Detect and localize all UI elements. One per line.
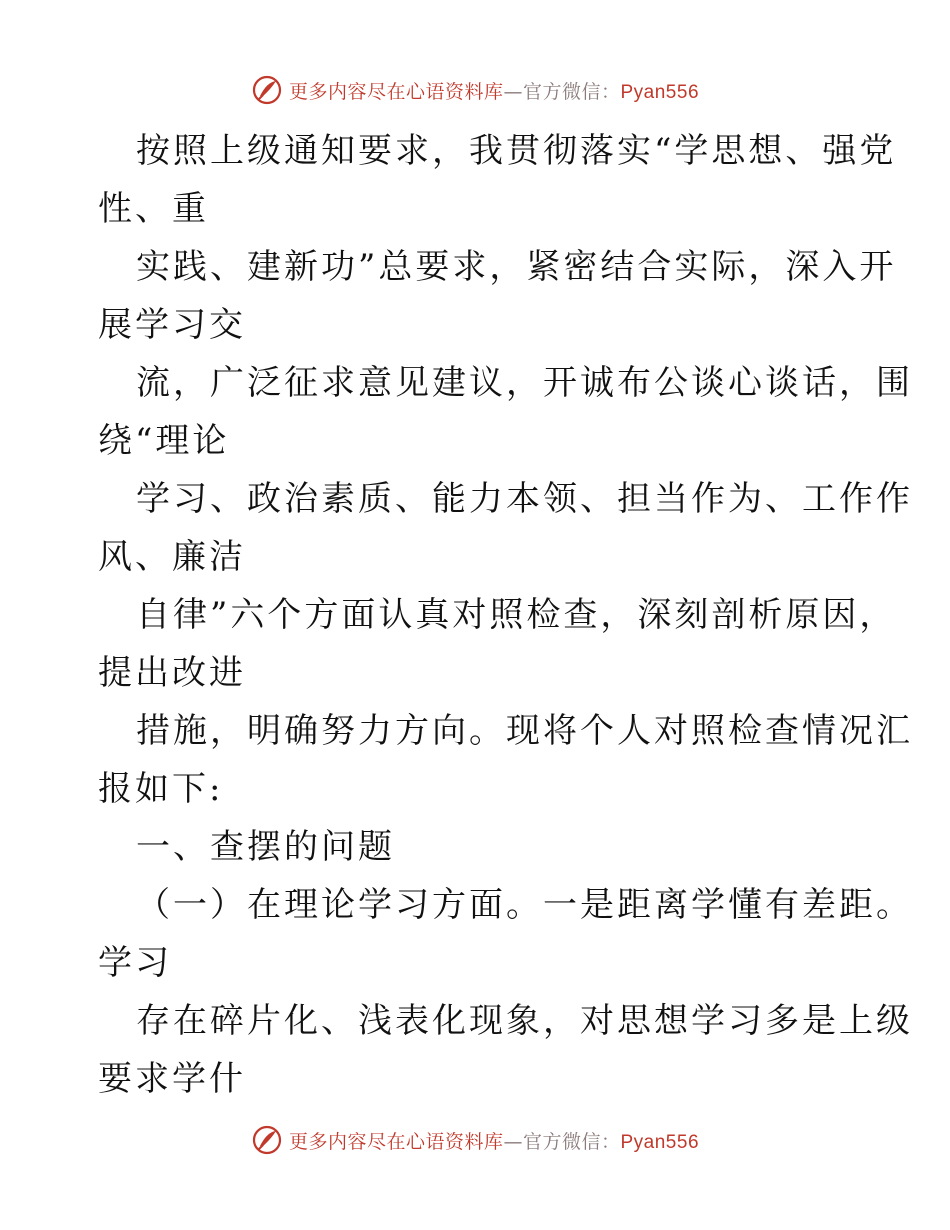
watermark-text: [289, 1127, 699, 1154]
text-line: 存在碎片化、浅表化现象，对思想学习多是上级: [136, 1001, 913, 1041]
text-line: （一）在理论学习方面。一是距离学懂有差距。: [136, 885, 913, 925]
text-line: 报如下:: [98, 769, 224, 809]
watermark-wechat-id: Pyan556: [620, 1131, 700, 1153]
watermark-separator: —: [503, 1130, 523, 1153]
text-line: 措施，明确努力方向。现将个人对照检查情况汇: [136, 711, 913, 751]
text-line: 学习、政治素质、能力本领、担当作为、工作作: [136, 479, 913, 519]
header-watermark: [0, 70, 950, 110]
text-line: 提出改进: [98, 653, 246, 693]
text-line: 绕“理论: [98, 421, 230, 461]
text-line: 展学习交: [98, 305, 246, 345]
section-heading: 一、查摆的问题: [136, 827, 395, 867]
text-line: 学习: [98, 943, 172, 983]
watermark-text: [289, 77, 699, 104]
text-line: 流，广泛征求意见建议，开诚布公谈心谈话，围: [136, 363, 913, 403]
watermark-wechat-id: Pyan556: [620, 81, 700, 103]
watermark-brand: 更多内容尽在心语资料库: [288, 80, 504, 103]
watermark-wechat-label: 官方微信：: [522, 1130, 621, 1153]
footer-watermark: [0, 1120, 950, 1160]
watermark-wechat-label: 官方微信：: [522, 80, 621, 103]
watermark-brand: 更多内容尽在心语资料库: [288, 1130, 504, 1153]
text-line: 按照上级通知要求，我贯彻落实“学思想、强党: [136, 131, 897, 171]
document-body: [98, 122, 913, 1108]
watermark-separator: —: [503, 80, 523, 103]
feather-pen-seal-icon: [251, 1124, 283, 1156]
feather-pen-seal-icon: [251, 74, 283, 106]
text-line: 实践、建新功”总要求，紧密结合实际，深入开: [136, 247, 897, 287]
text-line: 风、廉洁: [98, 537, 246, 577]
text-line: 要求学什: [98, 1059, 246, 1099]
text-line: 自律”六个方面认真对照检查，深刻剖析原因，: [136, 595, 897, 635]
text-line: 性、重: [98, 189, 209, 229]
